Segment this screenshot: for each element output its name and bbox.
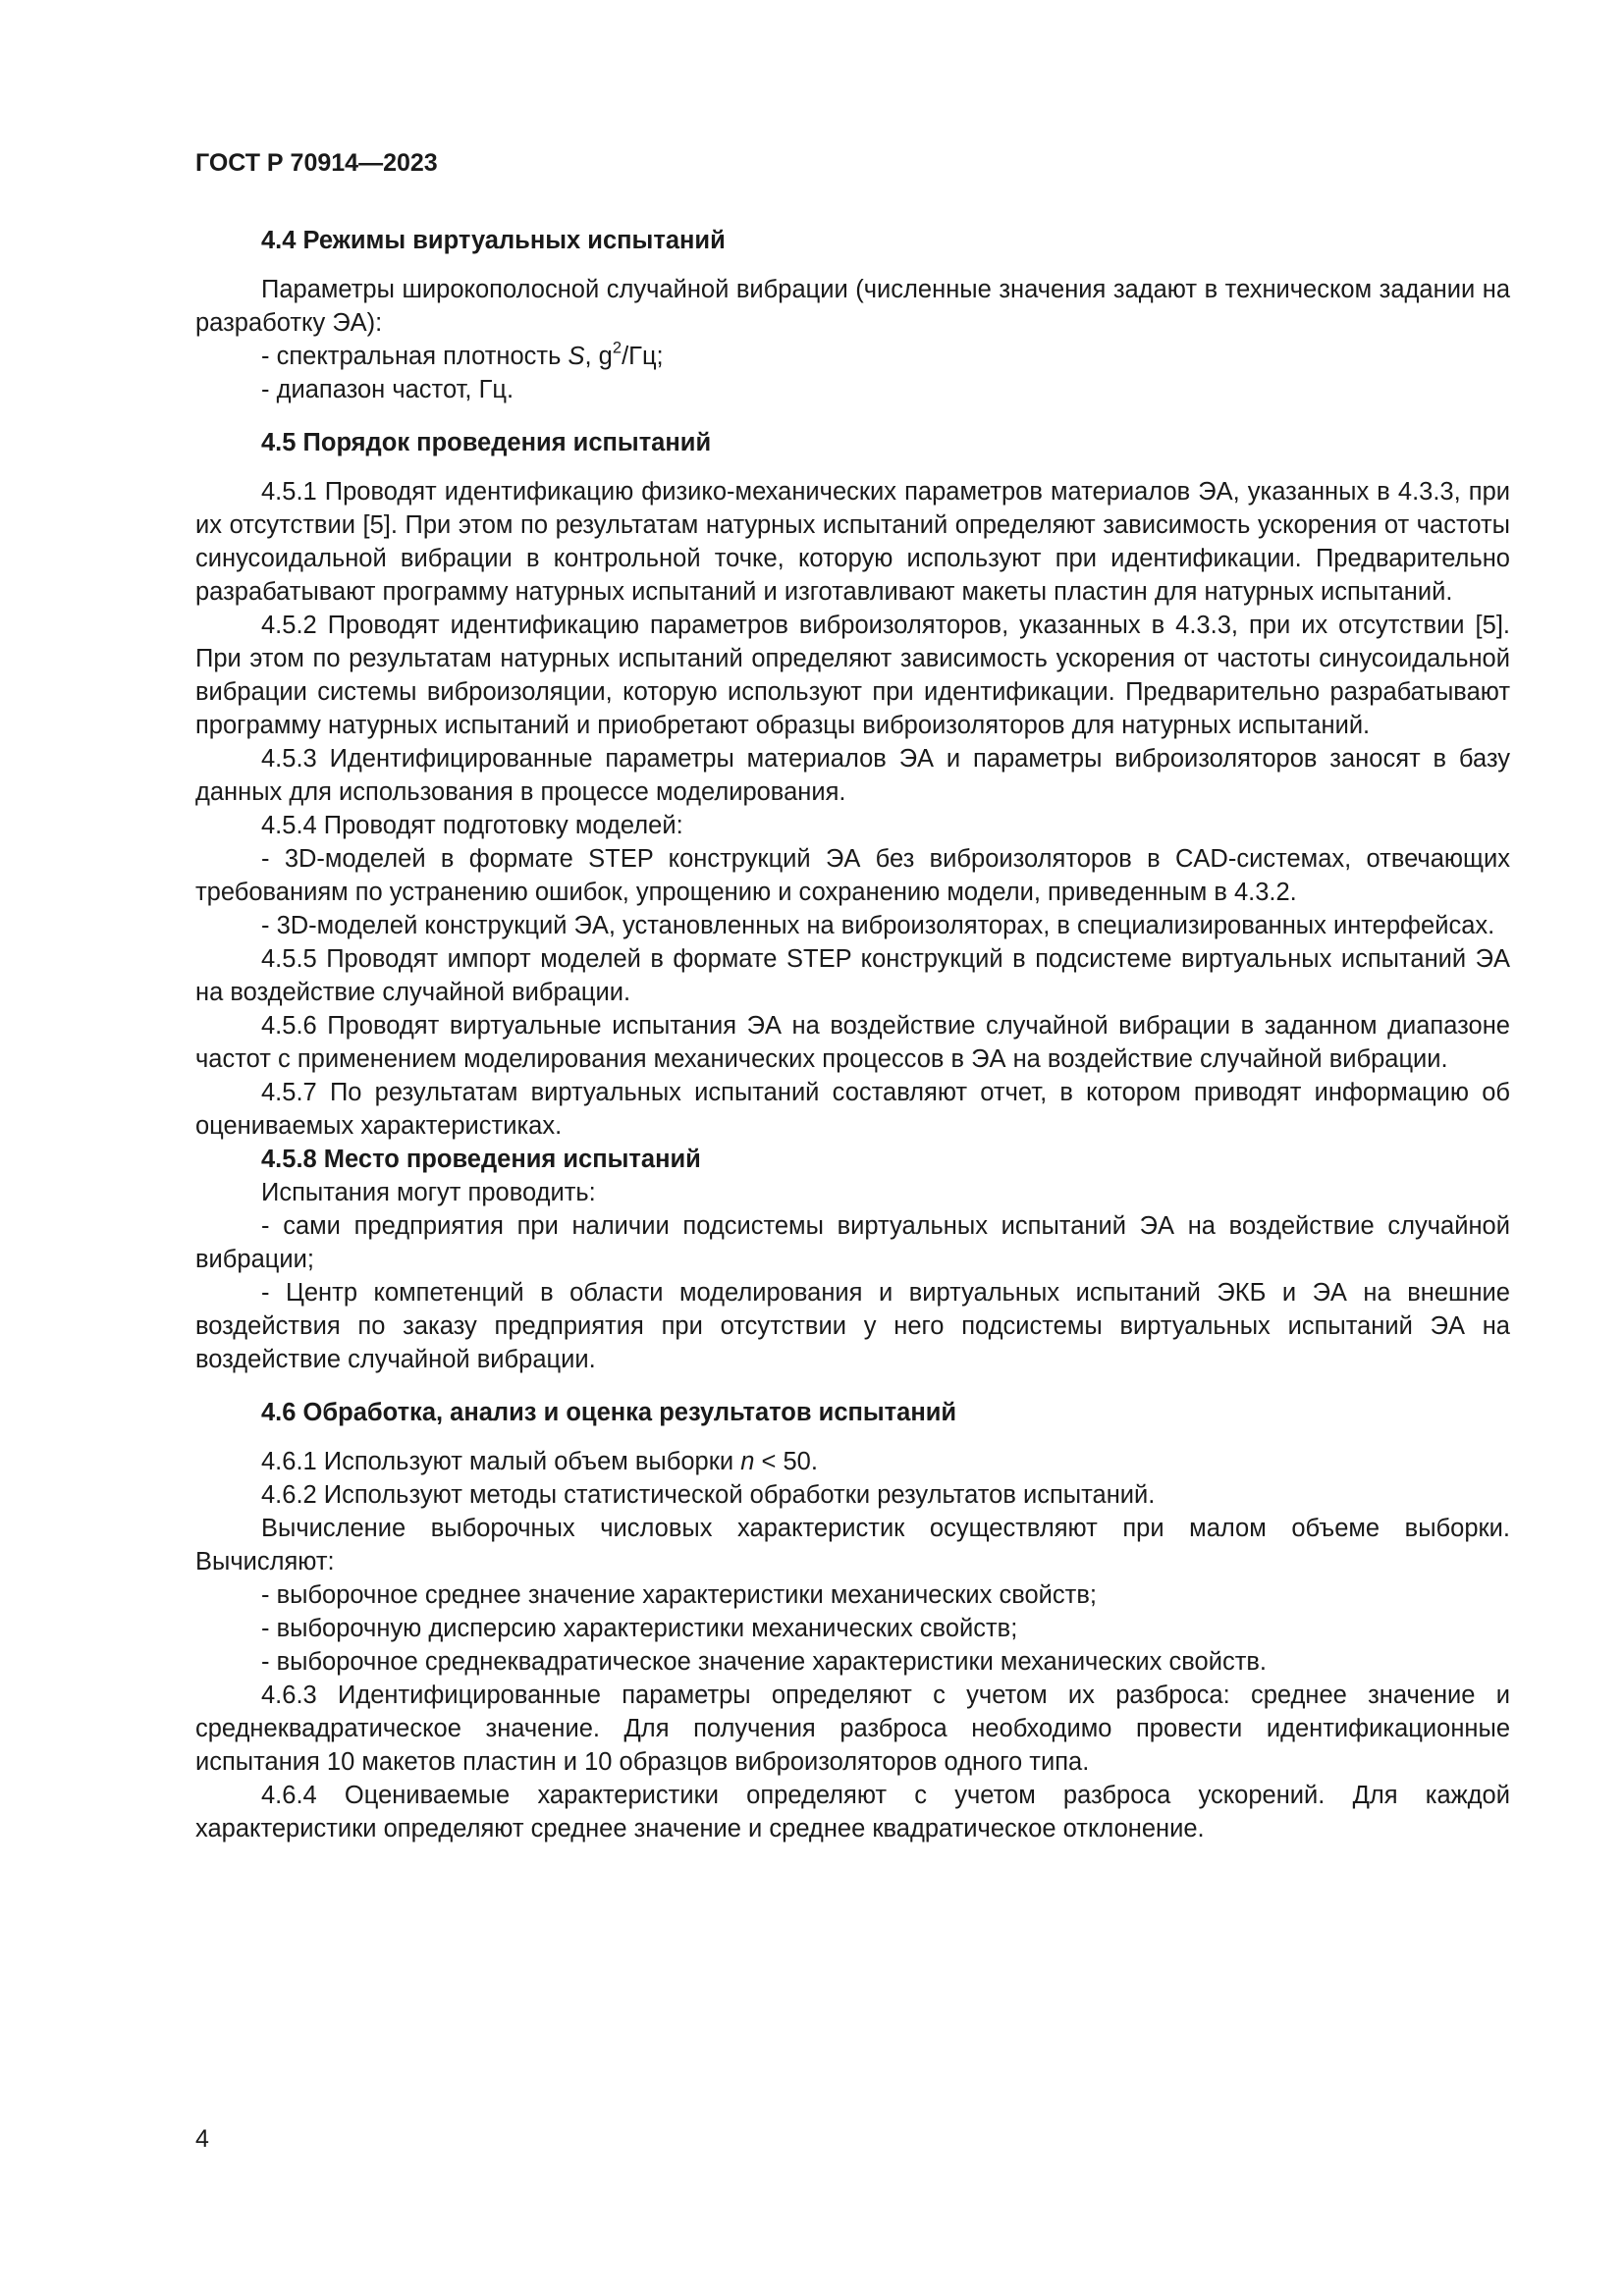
page-number: 4	[195, 2125, 209, 2153]
document-body	[195, 224, 1510, 1845]
list-item: - выборочное среднее значение характеристики механических свойств;	[261, 1581, 1097, 1609]
paragraph-4-6-4: 4.6.4 Оцениваемые характеристики определяют с учетом разброса ускорений. Для каждой характеристики определяют среднее значение и среднее квадратическое отклонение.	[195, 1782, 1510, 1842]
list-item: - диапазон частот, Гц.	[261, 376, 514, 403]
section-4-5-title: 4.5 Порядок проведения испытаний	[261, 429, 712, 456]
list-item: - сами предприятия при наличии подсистемы виртуальных испытаний ЭА на воздействие случайной вибрации;	[195, 1212, 1510, 1273]
paragraph-4-5-1: 4.5.1 Проводят идентификацию физико-механических параметров материалов ЭА, указанных в 4.3.3, при их отсутствии [5]. При этом по результатам натурных испытаний определяют зависимость ускорения от частоты синусоидальной вибрации в контрольной точке, которую используют при идентификации. Предварительно разрабатывают программу натурных испытаний и изготавливают макеты пластин для натурных испытаний.	[195, 478, 1510, 606]
document-code: ГОСТ Р 70914—2023	[195, 149, 438, 177]
paragraph-4-5-3: 4.5.3 Идентифицированные параметры материалов ЭА и параметры виброизоляторов заносят в базу данных для использования в процессе моделирования.	[195, 745, 1510, 806]
list-item: - выборочное среднеквадратическое значение характеристики механических свойств.	[261, 1648, 1268, 1676]
paragraph-4-5-4: 4.5.4 Проводят подготовку моделей:	[261, 812, 683, 839]
paragraph-4-5-5: 4.5.5 Проводят импорт моделей в формате STEP конструкций в подсистеме виртуальных испытаний ЭА на воздействие случайной вибрации.	[195, 945, 1510, 1006]
list-item: - Центр компетенций в области моделирования и виртуальных испытаний ЭКБ и ЭА на внешние воздействия по заказу предприятия при отсутствии у него подсистемы виртуальных испытаний ЭА на воздействие случайной вибрации.	[195, 1279, 1510, 1373]
paragraph-4-5-7: 4.5.7 По результатам виртуальных испытаний составляют отчет, в котором приводят информацию об оцениваемых характеристиках.	[195, 1079, 1510, 1140]
paragraph: Вычисление выборочных числовых характеристик осуществляют при малом объеме выборки. Вычисляют:	[195, 1515, 1510, 1575]
paragraph: Параметры широкополосной случайной вибрации (численные значения задают в техническом задании на разработку ЭА):	[195, 276, 1510, 337]
paragraph-4-6-3: 4.6.3 Идентифицированные параметры определяют с учетом их разброса: среднее значение и среднеквадратическое значение. Для получения разброса необходимо провести идентификационные испытания 10 макетов пластин и 10 образцов виброизоляторов одного типа.	[195, 1682, 1510, 1776]
paragraph-4-6-2: 4.6.2 Используют методы статистической обработки результатов испытаний.	[261, 1481, 1156, 1509]
list-item: - спектральная плотность S, $g^2/Гц$;	[261, 338, 664, 370]
paragraph: Испытания могут проводить:	[261, 1179, 596, 1206]
paragraph-4-6-1: 4.6.1 Используют малый объем выборки n < 50.	[261, 1448, 818, 1475]
paragraph-4-5-2: 4.5.2 Проводят идентификацию параметров виброизоляторов, указанных в 4.3.3, при их отсутствии [5]. При этом по результатам натурных испытаний определяют зависимость ускорения от частоты синусоидальной вибрации системы виброизоляции, которую используют при идентификации. Предварительно разрабатывают программу натурных испытаний и приобретают образцы виброизоляторов для натурных испытаний.	[195, 612, 1510, 739]
list-item: - выборочную дисперсию характеристики механических свойств;	[261, 1615, 1018, 1642]
section-4-4-title: 4.4 Режимы виртуальных испытаний	[261, 227, 726, 254]
paragraph-4-5-6: 4.5.6 Проводят виртуальные испытания ЭА на воздействие случайной вибрации в заданном диапазоне частот с применением моделирования механических процессов в ЭА на воздействие случайной вибрации.	[195, 1012, 1510, 1073]
list-item: - 3D-моделей конструкций ЭА, установленных на виброизоляторах, в специализированных интерфейсах.	[261, 912, 1495, 939]
section-4-5-8-title: 4.5.8 Место проведения испытаний	[261, 1146, 701, 1173]
section-4-6-title: 4.6 Обработка, анализ и оценка результатов испытаний	[261, 1399, 957, 1426]
list-item: - 3D-моделей в формате STEP конструкций ЭА без виброизоляторов в CAD-системах, отвечающих требованиям по устранению ошибок, упрощению и сохранению модели, приведенным в 4.3.2.	[195, 845, 1510, 906]
